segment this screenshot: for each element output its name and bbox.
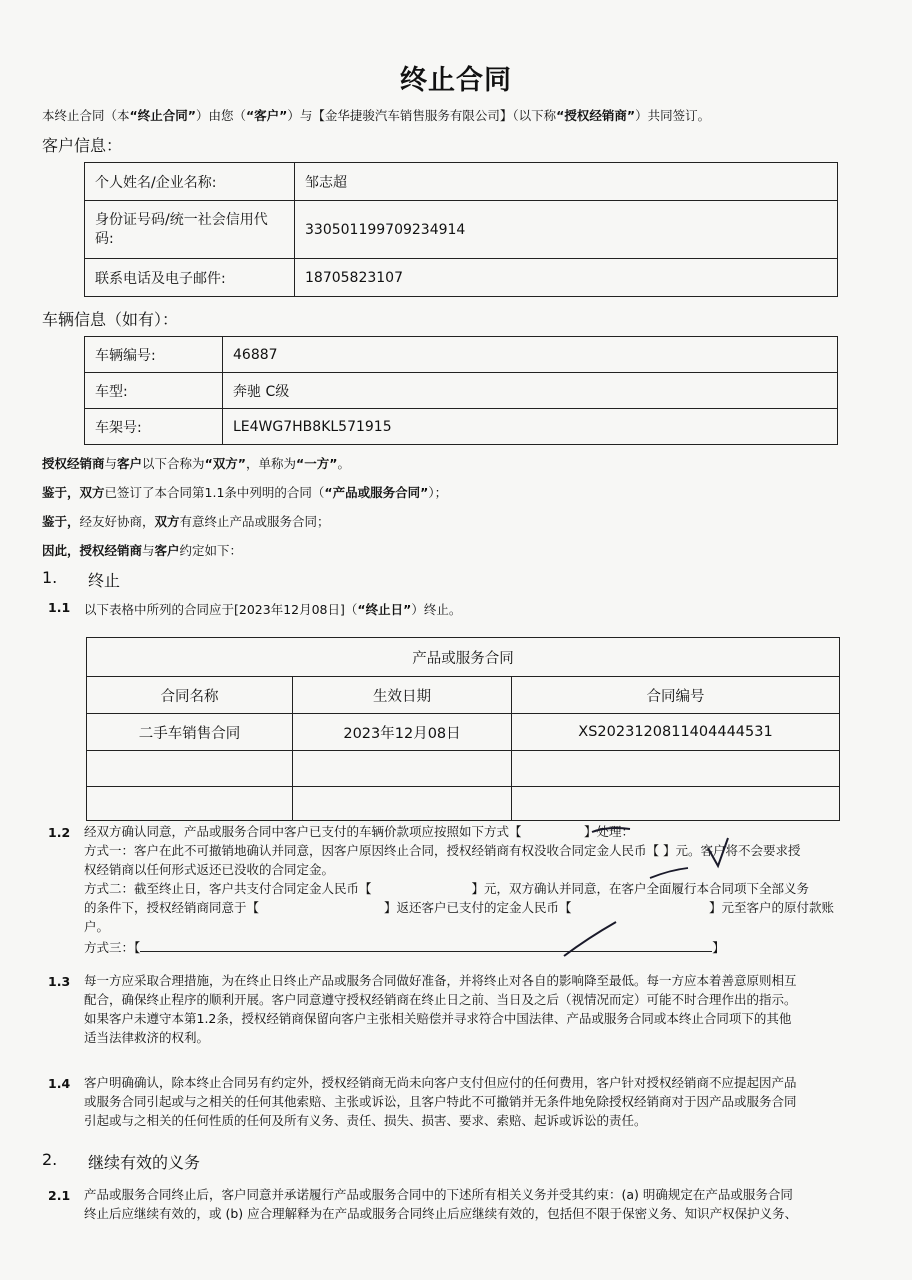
- empty-cell: [293, 751, 512, 787]
- table-row: [85, 409, 838, 445]
- recital-text: 授权经销商: [42, 456, 105, 471]
- recital-text: “一方”: [296, 456, 338, 471]
- contracts-caption: 产品或服务合同: [87, 638, 840, 677]
- intro-term: “终止合同”: [129, 108, 196, 123]
- recital-parties: [42, 454, 350, 472]
- section-2-title: 继续有效的义务: [88, 1153, 201, 1172]
- recital-whereas-1: [42, 483, 447, 501]
- vehicle-id-label: 车辆编号:: [85, 337, 223, 373]
- recital-text: 已签订了本合同第1.1条中列明的合同（: [104, 485, 325, 500]
- handwritten-marks: [560, 818, 912, 968]
- table-row: [85, 163, 838, 201]
- table-row: [85, 337, 838, 373]
- clause-line: 如果客户未遵守本第1.2条，授权经销商保留向客户主张相关赔偿并寻求符合中国法律、产品或服务合同或本终止合同项下的其他: [84, 1011, 792, 1026]
- clause-term: “终止日”: [357, 602, 412, 617]
- recital-text: 与: [142, 543, 155, 558]
- column-header: 合同名称: [87, 677, 293, 714]
- recital-text: 有意终止产品或服务合同；: [179, 514, 330, 529]
- clause-2-1-text: [84, 1185, 797, 1223]
- clause-text: 】: [712, 940, 725, 955]
- empty-cell: [87, 751, 293, 787]
- pen-stroke: [564, 922, 616, 956]
- section-1-number: 1.: [42, 568, 58, 587]
- pen-stroke: [592, 828, 630, 832]
- contract-date-cell: 2023年12月08日: [293, 714, 512, 751]
- recital-text: 双方: [154, 514, 180, 529]
- clause-1-3-text: [84, 971, 797, 1047]
- recital-text: ，单称为: [246, 456, 297, 471]
- recital-text: 。: [337, 456, 350, 471]
- empty-cell: [87, 787, 293, 821]
- pen-stroke: [650, 868, 688, 878]
- clause-line: 经双方确认同意，产品或服务合同中客户已支付的车辆价款项应按照如下方式【 】处理：: [84, 824, 635, 839]
- clause-2-1-number: 2.1: [48, 1188, 71, 1203]
- intro-text: ）与【金华捷骏汽车销售服务有限公司】（以下称: [287, 108, 557, 123]
- clause-1-1-number: 1.1: [48, 600, 71, 615]
- vehicle-id-value: 46887: [223, 337, 838, 373]
- customer-heading: 客户信息：: [42, 136, 123, 155]
- customer-id-value: 330501199709234914: [295, 201, 838, 259]
- customer-contact-label: 联系电话及电子邮件:: [85, 259, 295, 297]
- recital-text: ）；: [428, 485, 448, 500]
- clause-line: 的条件下，授权经销商同意于【 】返还客户已支付的定金人民币【 】元至客户的原付款账: [84, 900, 835, 915]
- section-1-title: 终止: [88, 571, 121, 590]
- section-2-number: 2.: [42, 1150, 58, 1169]
- empty-cell: [293, 787, 512, 821]
- recital-text: 客户: [154, 543, 180, 558]
- recital-text: “产品或服务合同”: [324, 485, 429, 500]
- table-row: [87, 714, 840, 751]
- recital-text: 鉴于，双方: [42, 485, 105, 500]
- intro-text: ）由您（: [195, 108, 246, 123]
- clause-1-3-number: 1.3: [48, 974, 71, 989]
- clause-line: 方式二：截至终止日，客户共支付合同定金人民币【 】元，双方确认并同意，在客户全面履行本合同项下全部义务: [84, 881, 810, 896]
- vehicle-model-value: 奔驰 C级: [223, 373, 838, 409]
- table-row: [85, 259, 838, 297]
- customer-table: [84, 162, 838, 297]
- table-caption-row: [87, 638, 840, 677]
- clause-text: 以下表格中所列的合同应于[2023年12月08日]（: [84, 602, 358, 617]
- clause-1-1-text: [84, 600, 461, 618]
- recital-text: “双方”: [204, 456, 246, 471]
- intro-term: “客户”: [245, 108, 288, 123]
- document-title: 终止合同: [400, 65, 512, 96]
- intro-term: “授权经销商”: [556, 108, 636, 123]
- clause-1-4-number: 1.4: [48, 1076, 71, 1091]
- customer-contact-value: 18705823107: [295, 259, 838, 297]
- clause-line: 配合，确保终止程序的顺利开展。客户同意遵守授权经销商在终止日之前、当日及之后（视情况而定）可能不时合理作出的指示。: [84, 992, 797, 1007]
- vehicle-vin-value: LE4WG7HB8KL571915: [223, 409, 838, 445]
- recital-text: 因此，授权经销商: [42, 543, 143, 558]
- recital-text: 客户: [117, 456, 143, 471]
- clause-line: 终止后应继续有效的，或 (b) 应合理解释为在产品或服务合同终止后应继续有效的，包括但不限于保密义务、知识产权保护义务、: [84, 1206, 798, 1221]
- vehicle-heading: 车辆信息（如有）：: [42, 310, 179, 329]
- customer-name-label: 个人姓名/企业名称:: [85, 163, 295, 201]
- recital-therefore: [42, 541, 242, 559]
- clause-line: 引起或与之相关的任何性质的任何及所有义务、责任、损失、损害、要求、索赔、起诉或诉讼的责任。: [84, 1113, 647, 1128]
- customer-id-label: 身份证号码/统一社会信用代码:: [85, 201, 295, 259]
- recital-text: 鉴于，: [42, 514, 80, 529]
- recital-text: 与: [104, 456, 118, 471]
- empty-cell: [512, 751, 840, 787]
- clause-line: 客户明确确认，除本终止合同另有约定外，授权经销商无尚未向客户支付但应付的任何费用，客户针对授权经销商不应提起因产品: [84, 1075, 797, 1090]
- table-row: [85, 201, 838, 259]
- vehicle-vin-label: 车架号:: [85, 409, 223, 445]
- intro-text: 本终止合同（本: [42, 108, 130, 123]
- table-row: [85, 373, 838, 409]
- clause-line: 或服务合同引起或与之相关的任何其他索赔、主张或诉讼，且客户特此不可撤销并无条件地免除授权经销商对于因产品或服务合同: [84, 1094, 797, 1109]
- table-header-row: [87, 677, 840, 714]
- clause-line: 适当法律救济的权利。: [84, 1030, 210, 1045]
- column-header: 生效日期: [293, 677, 512, 714]
- table-row: [87, 751, 840, 787]
- column-header: 合同编号: [512, 677, 840, 714]
- contract-name-cell: 二手车销售合同: [87, 714, 293, 751]
- clause-text: 方式三：【: [84, 940, 141, 955]
- clause-line: 产品或服务合同终止后，客户同意并承诺履行产品或服务合同中的下述所有相关义务并受其约束：(a) 明确规定在产品或服务合同: [84, 1187, 793, 1202]
- vehicle-table: [84, 336, 838, 445]
- clause-text: ）终止。: [411, 602, 462, 617]
- clause-line: 每一方应采取合理措施，为在终止日终止产品或服务合同做好准备，并将终止对各自的影响降至最低。每一方应本着善意原则相互: [84, 973, 797, 988]
- recital-whereas-2: [42, 512, 330, 530]
- table-row: [87, 787, 840, 821]
- clause-line: 户。: [84, 919, 110, 934]
- intro-line: [42, 106, 710, 124]
- intro-text: ）共同签订。: [635, 108, 711, 123]
- recital-text: 经友好协商，: [79, 514, 155, 529]
- clause-line: 权经销商以任何形式返还已没收的合同定金。: [84, 862, 335, 877]
- recital-text: 约定如下：: [179, 543, 243, 558]
- customer-name-value: 邹志超: [295, 163, 838, 201]
- contract-number-cell: XS2023120811404444531: [512, 714, 840, 751]
- vehicle-model-label: 车型:: [85, 373, 223, 409]
- pen-stroke: [708, 838, 728, 866]
- recital-text: 以下合称为: [142, 456, 205, 471]
- clause-1-4-text: [84, 1073, 797, 1130]
- contracts-table: [86, 637, 840, 821]
- clause-line: 方式一：客户在此不可撤销地确认并同意，因客户原因终止合同，授权经销商有权没收合同定金人民币【 】元。客户将不会要求授: [84, 843, 801, 858]
- empty-cell: [512, 787, 840, 821]
- clause-1-2-number: 1.2: [48, 825, 71, 840]
